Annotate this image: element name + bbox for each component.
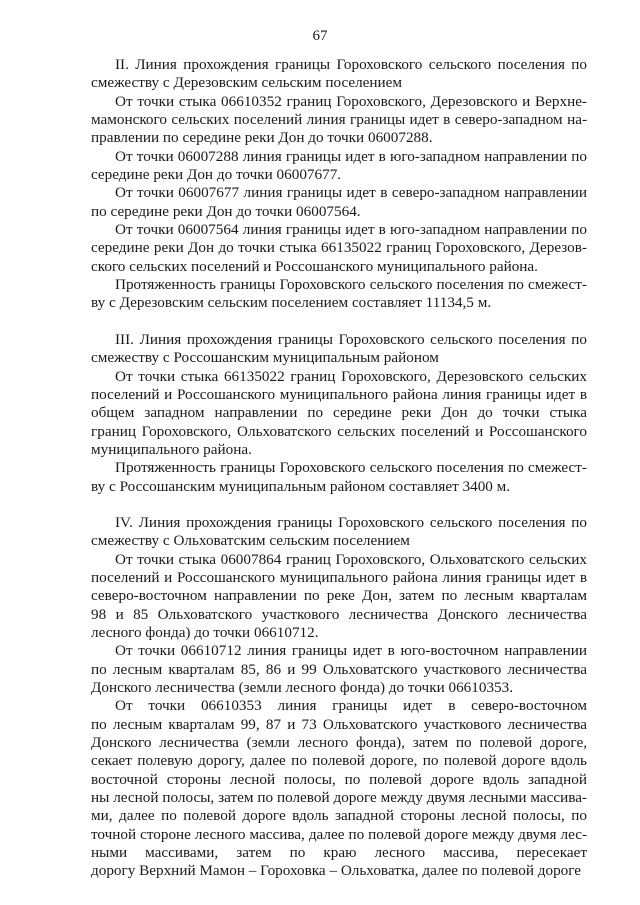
section-s3 [91, 331, 587, 496]
text-line: по лесным кварталам 99, 87 и 73 Ольховатского участкового лесничества [91, 715, 587, 733]
text-line: поселений и Россошанского муниципального района линия границы идет в [91, 385, 587, 403]
paragraph [91, 368, 587, 460]
text-line: От точки 06007677 линия границы идет в северо-западном направлении [115, 184, 587, 202]
text-line: лесного фонда) до точки 06610712. [91, 623, 319, 641]
text-line: От точки стыка 06007864 границ Гороховского, Ольховатского сельских [115, 550, 587, 568]
paragraph [91, 459, 587, 496]
text-line: смежеству с Россошанским муниципальным районом [91, 349, 439, 367]
text-line: середине реки Дон до точки стыка 66135022 границ Гороховского, Дерезов- [91, 239, 587, 257]
paragraph [91, 642, 587, 697]
paragraph [91, 697, 587, 880]
section-heading [91, 514, 587, 551]
text-line: правлении по середине реки Дон до точки 06007288. [91, 129, 433, 147]
text-line: От точки 06610712 линия границы идет в юго-восточном направлении [115, 642, 587, 660]
text-line: дорогу Верхний Мамон – Гороховка – Ольховатка, далее по полевой дороге [91, 862, 582, 880]
text-line: Протяженность границы Гороховского сельского поселения по смежест- [115, 459, 587, 477]
section-s4 [91, 514, 587, 881]
text-line: границ Гороховского, Ольховатского сельских поселений и Россошанского [91, 422, 587, 440]
text-line: ского сельских поселений и Россошанского муниципального района. [91, 257, 538, 275]
text-line: ми, далее по полевой дороге вдоль западной стороны лесной полосы, по [91, 807, 587, 825]
text-line: общем западном направлении по середине реки Дон до точки стыка [91, 404, 587, 422]
text-line: мамонского сельских поселений линия границы идет в северо-западном на- [91, 111, 587, 129]
paragraph [91, 148, 587, 185]
text-line: II. Линия прохождения границы Гороховского сельского поселения по [115, 56, 587, 73]
section-gap [91, 496, 587, 514]
section-gap [91, 313, 587, 331]
text-line: восточной стороны лесной полосы, по полевой дороге вдоль западной [91, 770, 587, 788]
text-line: ву с Россошанским муниципальным районом составляет 3400 м. [91, 477, 511, 495]
section-s2 [91, 56, 587, 313]
paragraph [91, 276, 587, 313]
section-heading [91, 331, 587, 368]
text-line: Донского лесничества (земли лесного фонда), затем по полевой дороге, [91, 734, 587, 752]
text-line: IV. Линия прохождения границы Гороховского сельского поселения по [115, 513, 587, 531]
text-line: От точки 06007288 линия границы идет в юго-западном направлении по [115, 147, 587, 165]
text-line: От точки 06007564 линия границы идет в юго-западном направлении по [115, 221, 587, 239]
document-body [91, 56, 587, 881]
text-line: ву с Дерезовским сельским поселением составляет 11134,5 м. [91, 294, 492, 312]
text-line: северо-восточном направлении по реке Дон, затем по лесным кварталам [91, 587, 587, 605]
text-line: секает полевую дорогу, далее по полевой дороге, по полевой дороге вдоль [91, 752, 587, 770]
text-line: по лесным кварталам 85, 86 и 99 Ольховатского участкового лесничества [91, 660, 587, 678]
paragraph [91, 93, 587, 148]
text-line: поселений и Россошанского муниципального района линия границы идет в [91, 568, 587, 586]
text-line: ны лесной полосы, затем по полевой дороге между двумя лесными массива- [91, 789, 587, 807]
text-line: ными массивами, затем по краю лесного массива, пересекает [91, 844, 587, 862]
text-line: середине реки Дон до точки 06007677. [91, 166, 342, 184]
text-line: по середине реки Дон до точки 06007564. [91, 202, 361, 220]
paragraph [91, 184, 587, 221]
text-line: От точки стыка 06610352 границ Гороховского, Дерезовского и Верхне- [115, 92, 587, 110]
page-number: 67 [312, 28, 328, 44]
text-line: муниципального района. [91, 440, 252, 458]
section-heading [91, 56, 587, 93]
paragraph [91, 551, 587, 643]
text-line: смежеству с Дерезовским сельским поселением [91, 74, 403, 92]
text-line: III. Линия прохождения границы Гороховского сельского поселения по [115, 330, 587, 348]
text-line: Донского лесничества (земли лесного фонда) до точки 06610353. [91, 679, 514, 696]
text-line: От точки 06610353 линия границы идет в северо-восточном [115, 697, 587, 715]
text-line: точной стороне лесного массива, далее по полевой дороге между двумя лес- [91, 825, 587, 843]
text-line: 98 и 85 Ольховатского участкового лесничества Донского лесничества [91, 605, 587, 623]
text-line: От точки стыка 66135022 границ Гороховского, Дерезовского сельских [115, 367, 587, 385]
text-line: смежеству с Ольховатским сельским поселением [91, 532, 410, 550]
text-line: Протяженность границы Гороховского сельского поселения по смежест- [115, 276, 587, 294]
paragraph [91, 221, 587, 276]
